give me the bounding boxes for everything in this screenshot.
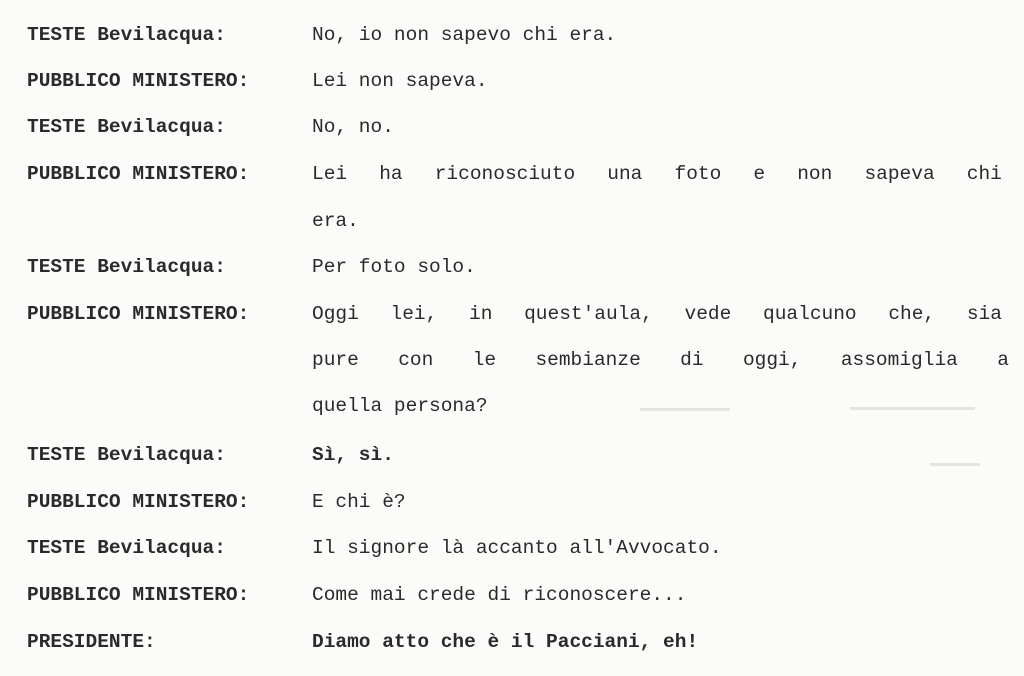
speaker-label: TESTE Bevilacqua: [27, 537, 226, 559]
speech-text: E chi è? [312, 491, 406, 513]
speaker-label: PUBBLICO MINISTERO: [27, 303, 250, 325]
speech-word: foto [674, 163, 722, 185]
transcript-entry [27, 24, 1002, 46]
transcript-entry [27, 70, 1002, 92]
transcript-entry [27, 303, 1002, 325]
speech-word: assomiglia [840, 349, 958, 371]
speech-continuation: era. [312, 210, 359, 232]
speaker-label: PUBBLICO MINISTERO: [27, 584, 250, 606]
speech-word: Oggi [312, 303, 359, 325]
speech-word: e [753, 163, 766, 185]
speaker-label: TESTE Bevilacqua: [27, 24, 226, 46]
speech-word: non [797, 163, 833, 185]
transcript-entry [27, 163, 1002, 185]
transcript-entry [27, 491, 1002, 513]
scan-artifact [640, 408, 730, 411]
speaker-label: TESTE Bevilacqua: [27, 256, 226, 278]
speech-text: Lei non sapeva. [312, 70, 488, 92]
speech-word: pure [312, 349, 359, 371]
speech-word: chi [966, 163, 1002, 185]
speech-continuation [312, 349, 1009, 371]
speech-text [312, 163, 1002, 185]
speaker-label: PUBBLICO MINISTERO: [27, 163, 250, 185]
speech-text: Sì, sì. [312, 444, 394, 466]
speech-word: riconosciuto [434, 163, 576, 185]
speaker-label: TESTE Bevilacqua: [27, 116, 226, 138]
speech-word: in [469, 303, 493, 325]
speech-word: sia [966, 303, 1002, 325]
speech-word: qualcuno [763, 303, 857, 325]
transcript-entry [27, 584, 1002, 606]
speaker-label: PUBBLICO MINISTERO: [27, 491, 250, 513]
transcript-entry [27, 116, 1002, 138]
speech-text [312, 303, 1002, 325]
speech-word: Lei [312, 163, 348, 185]
speech-word: lei, [390, 303, 438, 325]
speech-text: Per foto solo. [312, 256, 476, 278]
speech-word: ha [379, 163, 403, 185]
speech-word: a [997, 349, 1009, 371]
speech-word: quest'aula, [524, 303, 653, 325]
speech-text: Come mai crede di riconoscere... [312, 584, 687, 606]
speech-text: No, io non sapevo chi era. [312, 24, 617, 46]
speech-word: con [398, 349, 434, 371]
speaker-label: PUBBLICO MINISTERO: [27, 70, 250, 92]
speech-text: Il signore là accanto all'Avvocato. [312, 537, 722, 559]
speech-text: Diamo atto che è il Pacciani, eh! [312, 631, 699, 653]
speech-text: No, no. [312, 116, 394, 138]
speech-word: che, [888, 303, 936, 325]
speech-word: le [472, 349, 497, 371]
speech-word: sembianze [535, 349, 641, 371]
speech-word: di [680, 349, 704, 371]
speech-continuation: quella persona? [312, 395, 488, 417]
speech-word: una [607, 163, 643, 185]
speech-word: vede [684, 303, 732, 325]
speaker-label: PRESIDENTE: [27, 631, 156, 653]
transcript-entry [27, 256, 1002, 278]
transcript-entry [27, 631, 1002, 653]
speech-word: oggi, [742, 349, 802, 371]
transcript-entry [27, 444, 1002, 466]
speaker-label: TESTE Bevilacqua: [27, 444, 226, 466]
speech-word: sapeva [864, 163, 935, 185]
scan-artifact [850, 407, 975, 410]
transcript-entry [27, 537, 1002, 559]
